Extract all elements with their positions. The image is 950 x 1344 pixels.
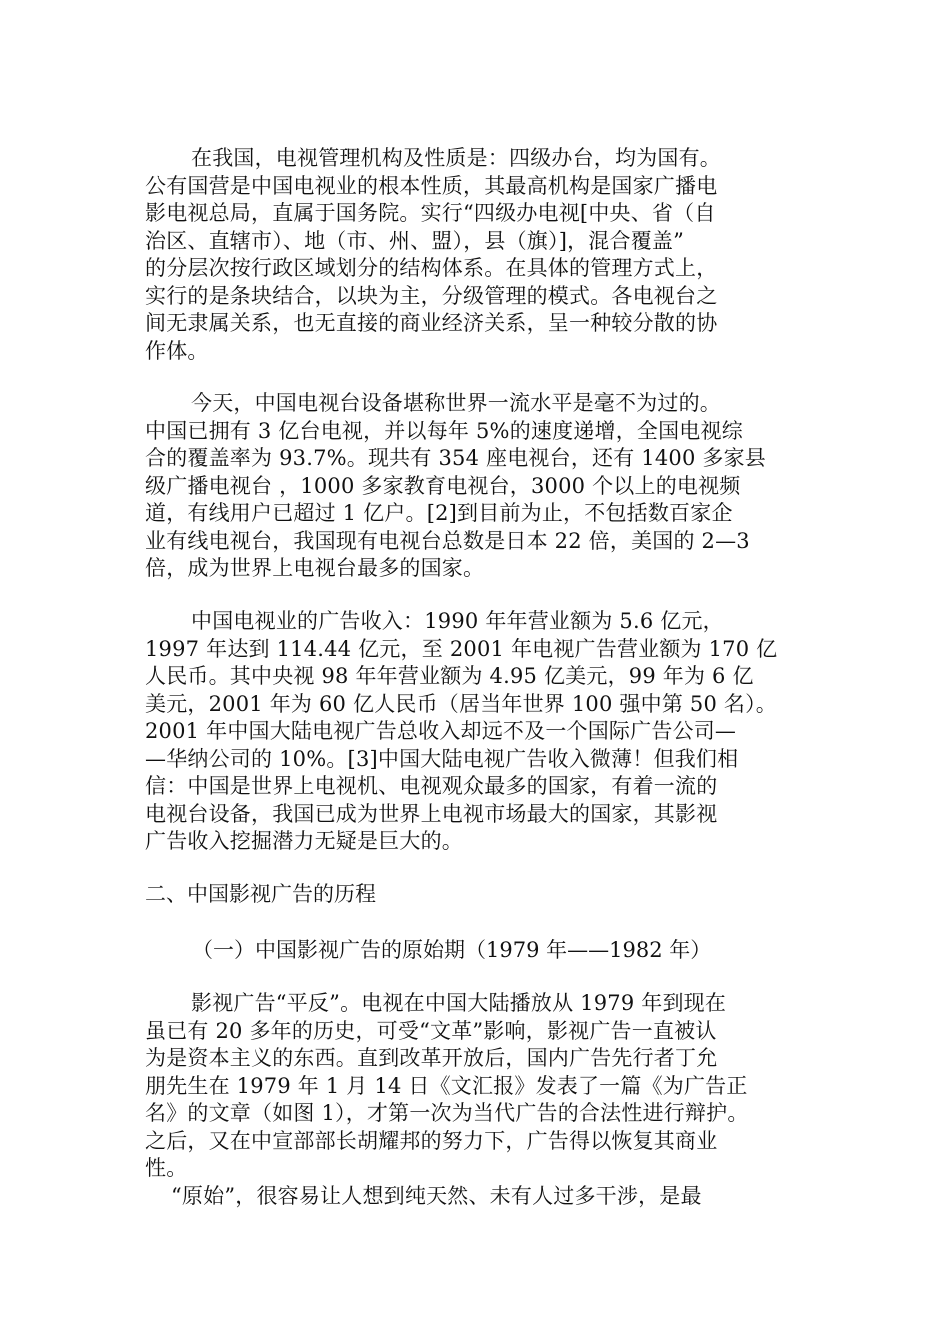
- subsection-heading: （一）中国影视广告的原始期（1979 年——1982 年）: [192, 938, 712, 962]
- text-line: 间无隶属关系，也无直接的商业经济关系，呈一种较分散的协: [145, 311, 718, 335]
- paragraph-tv-equipment: [145, 390, 805, 583]
- text-line: 道，有线用户已超过 1 亿户。[2]到目前为止，不包括数百家企: [145, 501, 733, 525]
- text-line: 人民币。其中央视 98 年年营业额为 4.95 亿美元，99 年为 6 亿: [145, 664, 754, 688]
- text-line: —华纳公司的 10%。[3]中国大陆电视广告收入微薄！但我们相: [145, 746, 739, 771]
- text-line: 中国已拥有 3 亿台电视，并以每年 5%的速度递增，全国电视综: [145, 418, 743, 443]
- text-line: 电视台设备，我国已成为世界上电视市场最大的国家，其影视: [145, 801, 718, 826]
- text-line: 的分层次按行政区域划分的结构体系。在具体的管理方式上，: [145, 256, 718, 280]
- text-line: 实行的是条块结合，以块为主，分级管理的模式。各电视台之: [145, 283, 718, 308]
- text-line: 朋先生在 1979 年 1 月 14 日《文汇报》发表了一篇《为广告正: [145, 1073, 748, 1098]
- text-line: 级广播电视台 ，1000 多家教育电视台，3000 个以上的电视频: [145, 473, 741, 498]
- text-line: 虽已有 20 多年的历史，可受“文革”影响，影视广告一直被认: [145, 1018, 717, 1043]
- paragraph-ad-revenue: [145, 608, 805, 856]
- paragraph-tv-management: [145, 145, 805, 365]
- text-line: 中国电视业的广告收入：1990 年年营业额为 5.6 亿元，: [191, 609, 724, 633]
- text-line: 公有国营是中国电视业的根本性质，其最高机构是国家广播电: [145, 173, 718, 198]
- text-line: 性。: [145, 1156, 188, 1180]
- text-line: 之后，又在中宣部部长胡耀邦的努力下，广告得以恢复其商业: [145, 1128, 718, 1153]
- paragraph-primitive: [145, 1183, 805, 1211]
- text-line: 2001 年中国大陆电视广告总收入却远不及一个国际广告公司—: [145, 719, 737, 743]
- text-line: 作体。: [145, 338, 209, 363]
- text-line: 影电视总局，直属于国务院。实行“四级办电视[中央、省（自: [145, 201, 716, 225]
- section-heading: 二、中国影视广告的历程: [145, 882, 376, 906]
- text-line: 治区、直辖市）、地（市、州、盟），县（旗）]，混合覆盖”: [145, 228, 685, 253]
- text-line: 业有线电视台，我国现有电视台总数是日本 22 倍，美国的 2—3: [145, 528, 750, 553]
- text-line: 影视广告“平反”。电视在中国大陆播放从 1979 年到现在: [191, 991, 727, 1015]
- text-line: “原始”，很容易让人想到纯天然、未有人过多干涉，是最: [171, 1184, 702, 1208]
- text-line: 今天，中国电视台设备堪称世界一流水平是毫不为过的。: [191, 391, 721, 415]
- text-line: 名》的文章（如图 1），才第一次为当代广告的合法性进行辩护。: [145, 1101, 749, 1125]
- text-line: 1997 年达到 114.44 亿元，至 2001 年电视广告营业额为 170 亿: [145, 636, 778, 661]
- text-line: 广告收入挖掘潜力无疑是巨大的。: [145, 829, 463, 853]
- text-line: 合的覆盖率为 93.7%。现共有 354 座电视台，还有 1400 多家县: [145, 446, 767, 470]
- text-line: 倍，成为世界上电视台最多的国家。: [145, 556, 485, 580]
- paragraph-ad-rehabilitation: [145, 990, 805, 1183]
- text-line: 为是资本主义的东西。直到改革开放后，国内广告先行者丁允: [145, 1046, 718, 1070]
- text-line: 美元，2001 年为 60 亿人民币（居当年世界 100 强中第 50 名）。: [145, 691, 777, 716]
- text-line: 信：中国是世界上电视机、电视观众最多的国家，有着一流的: [145, 774, 718, 798]
- text-line: 在我国，电视管理机构及性质是：四级办台，均为国有。: [191, 146, 721, 170]
